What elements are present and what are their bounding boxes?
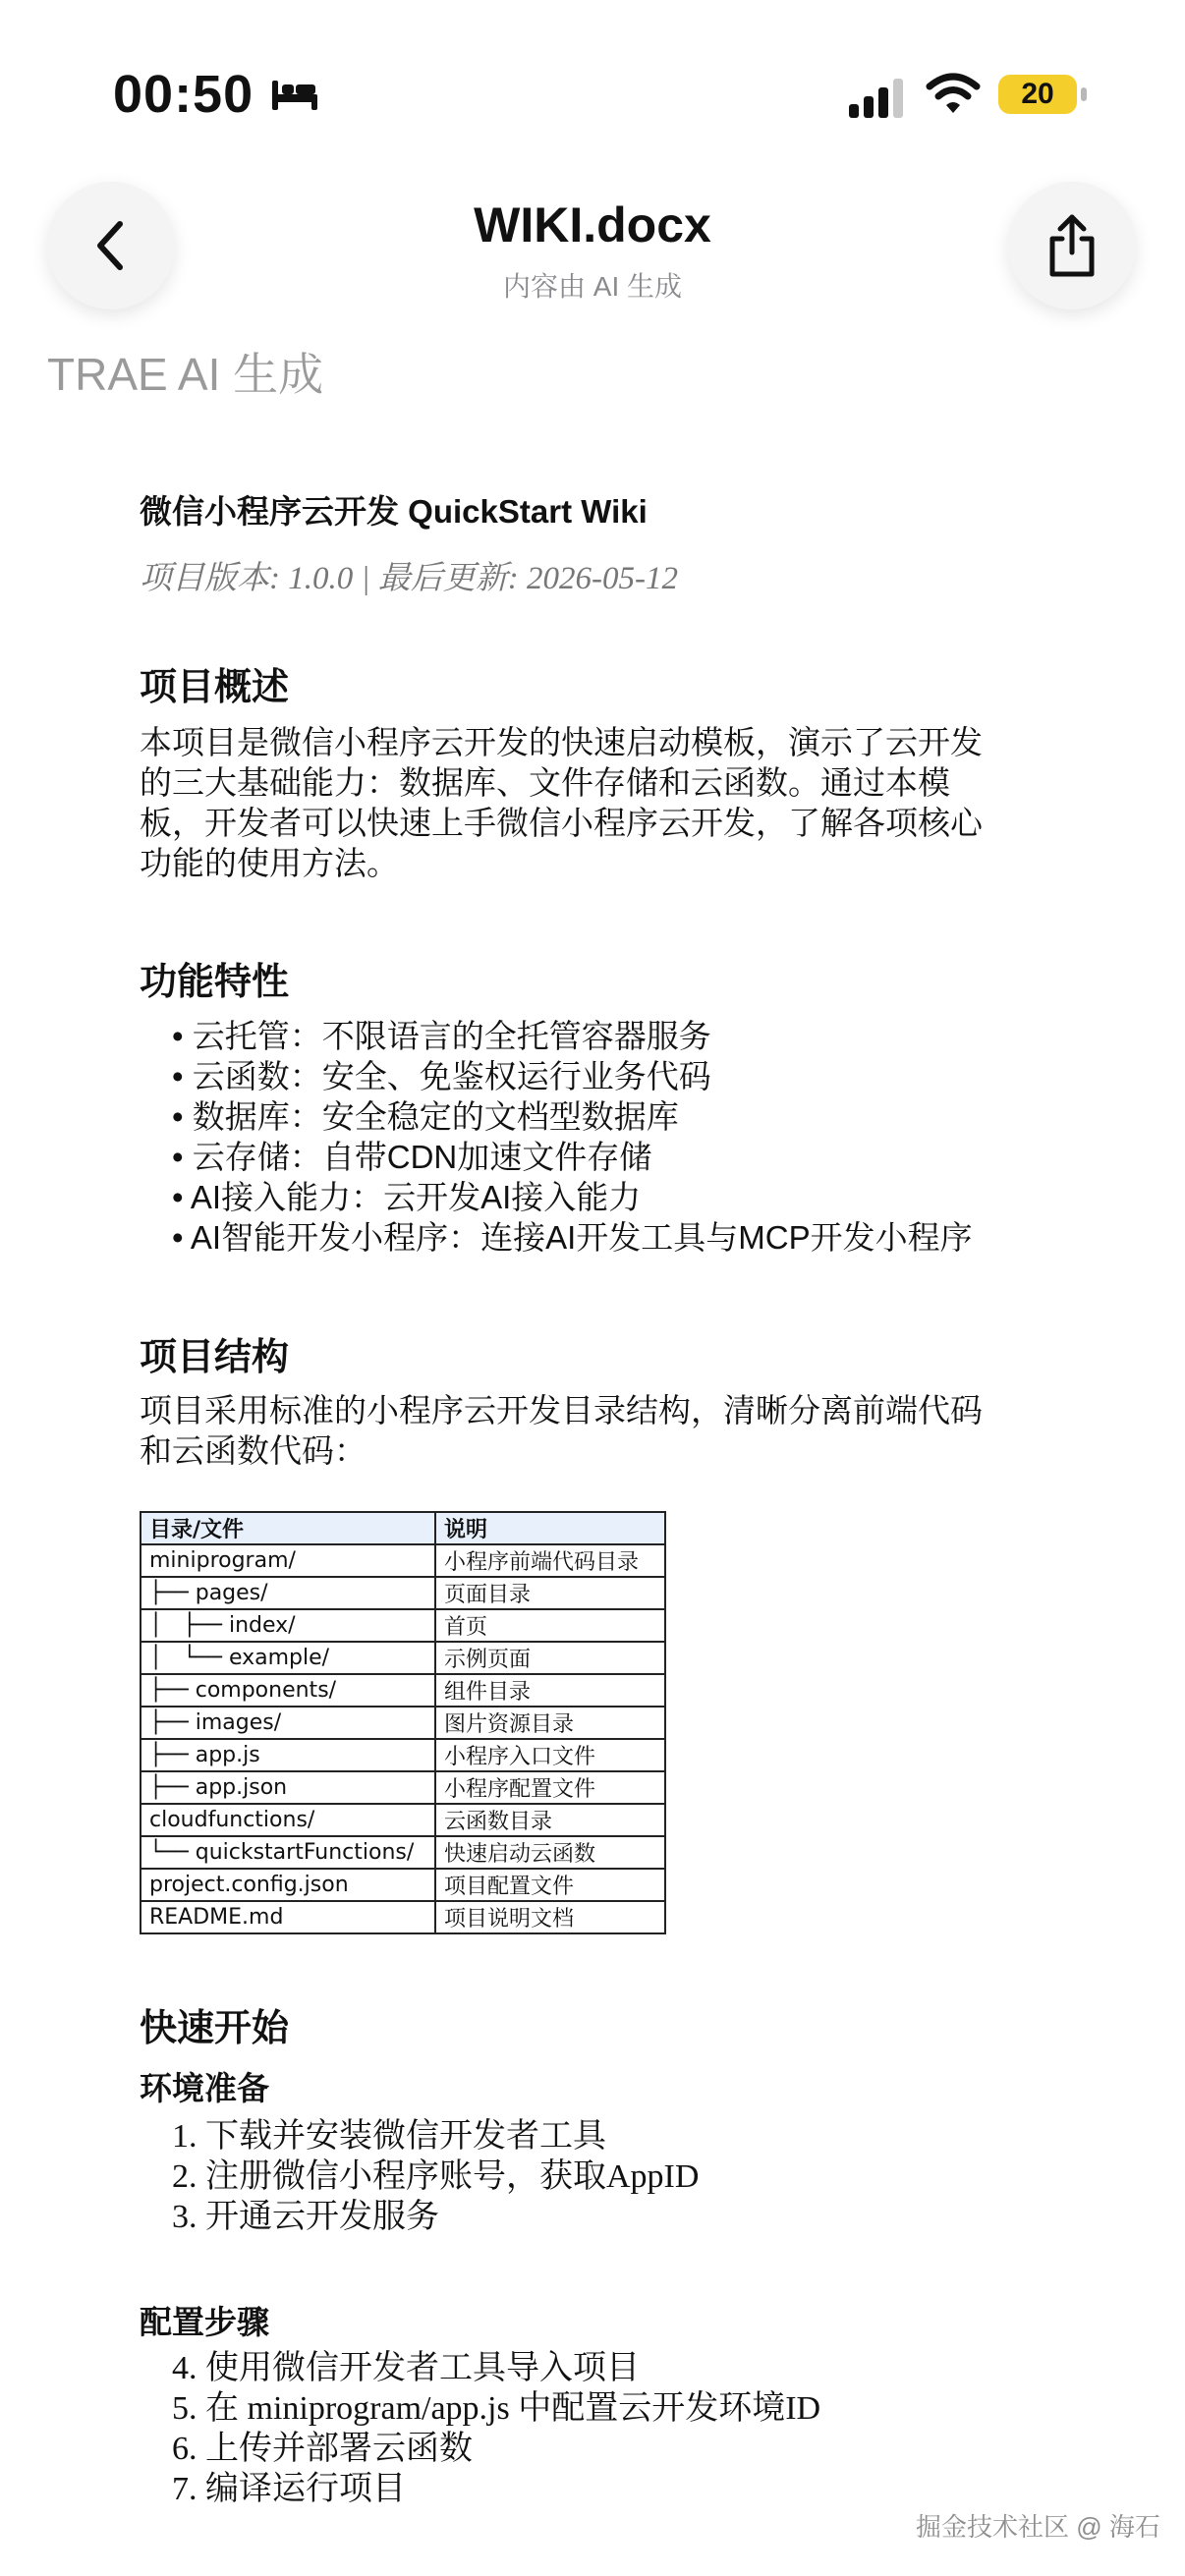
table-row: [141, 1804, 665, 1836]
table-cell-path: ├── images/: [141, 1707, 435, 1739]
table-row: [141, 1544, 665, 1577]
overview-line: 板，开发者可以快速上手微信小程序云开发，了解各项核心: [140, 805, 983, 841]
list-item: 1. 下载并安装微信开发者工具: [172, 2118, 606, 2155]
back-button[interactable]: [47, 182, 175, 309]
section-title-features: 功能特性: [140, 962, 290, 1003]
features-list: [172, 1016, 973, 1258]
table-cell-description: 组件目录: [435, 1674, 665, 1707]
section-title-quickstart: 快速开始: [140, 2008, 290, 2049]
table-cell-description: 项目说明文档: [435, 1901, 665, 1933]
table-cell-path: │ ├── index/: [141, 1609, 435, 1642]
list-item: 4. 使用微信开发者工具导入项目: [172, 2350, 640, 2386]
table-row: [141, 1577, 665, 1609]
battery-tip: [1081, 87, 1087, 101]
table-cell-description: 示例页面: [435, 1642, 665, 1674]
document-subtitle: 内容由 AI 生成: [502, 271, 682, 302]
overview-line: 的三大基础能力：数据库、文件存储和云函数。通过本模: [140, 764, 950, 801]
table-cell-path: miniprogram/: [141, 1544, 435, 1577]
battery-indicator: [998, 75, 1077, 114]
chevron-left-icon: [86, 216, 136, 275]
structure-table: [140, 1511, 666, 1934]
list-item: 2. 注册微信小程序账号，获取AppID: [172, 2158, 700, 2195]
list-item: 6. 上传并部署云函数: [172, 2431, 473, 2467]
share-icon: [1043, 211, 1101, 280]
table-cell-path: ├── pages/: [141, 1577, 435, 1609]
structure-line: 和云函数代码：: [140, 1432, 367, 1469]
table-cell-description: 项目配置文件: [435, 1869, 665, 1901]
list-item: • 云存储：自带CDN加速文件存储: [172, 1137, 973, 1177]
table-cell-path: README.md: [141, 1901, 435, 1933]
table-body: [141, 1544, 665, 1933]
doc-version-line: 项目版本: 1.0.0 | 最后更新: 2026-05-12: [140, 561, 679, 596]
table-cell-description: 小程序入口文件: [435, 1739, 665, 1771]
list-item: 7. 编译运行项目: [172, 2471, 406, 2507]
table-cell-description: 图片资源目录: [435, 1707, 665, 1739]
subsection-title-env: 环境准备: [140, 2070, 269, 2106]
table-row: [141, 1642, 665, 1674]
list-item: • AI接入能力：云开发AI接入能力: [172, 1177, 973, 1217]
footer-watermark: 掘金技术社区 @ 海石: [916, 2512, 1160, 2542]
list-item: • 云托管：不限语言的全托管容器服务: [172, 1016, 973, 1056]
table-cell-path: project.config.json: [141, 1869, 435, 1901]
table-cell-description: 小程序前端代码目录: [435, 1544, 665, 1577]
structure-line: 项目采用标准的小程序云开发目录结构，清晰分离前端代码: [140, 1392, 983, 1428]
status-bar: [0, 0, 1185, 187]
table-cell-description: 首页: [435, 1609, 665, 1642]
table-row: [141, 1707, 665, 1739]
ai-watermark: TRAE AI 生成: [47, 349, 324, 400]
table-cell-path: │ └── example/: [141, 1642, 435, 1674]
structure-paragraph: [140, 1390, 1063, 1471]
doc-heading: 微信小程序云开发 QuickStart Wiki: [140, 493, 648, 530]
table-cell-path: └── quickstartFunctions/: [141, 1836, 435, 1869]
table-row: [141, 1674, 665, 1707]
cellular-signal-icon: [849, 79, 906, 118]
table-row: [141, 1771, 665, 1804]
document-header: [0, 167, 1185, 364]
list-item: 5. 在 miniprogram/app.js 中配置云开发环境ID: [172, 2390, 821, 2427]
wifi-icon: [926, 71, 981, 116]
list-item: • AI智能开发小程序：连接AI开发工具与MCP开发小程序: [172, 1217, 973, 1258]
list-item: 3. 开通云开发服务: [172, 2199, 439, 2235]
config-steps-list: [172, 2348, 820, 2509]
table-header-cell: 说明: [435, 1512, 665, 1544]
table-row: [141, 1901, 665, 1933]
status-time: 00:50: [113, 65, 254, 124]
overview-line: 本项目是微信小程序云开发的快速启动模板，演示了云开发: [140, 724, 983, 760]
list-item: • 数据库：安全稳定的文档型数据库: [172, 1096, 973, 1137]
share-button[interactable]: [1008, 182, 1136, 309]
overview-paragraph: [140, 722, 1063, 883]
list-item: • 云函数：安全、免鉴权运行业务代码: [172, 1056, 973, 1096]
table-cell-description: 云函数目录: [435, 1804, 665, 1836]
table-header-cell: 目录/文件: [141, 1512, 435, 1544]
table-cell-path: cloudfunctions/: [141, 1804, 435, 1836]
table-row: [141, 1836, 665, 1869]
table-row: [141, 1609, 665, 1642]
table-header-row: [141, 1512, 665, 1544]
battery-level: 20: [1021, 78, 1054, 110]
table-row: [141, 1739, 665, 1771]
bed-icon: [270, 77, 319, 112]
overview-line: 功能的使用方法。: [140, 845, 399, 881]
table-cell-description: 小程序配置文件: [435, 1771, 665, 1804]
table-cell-path: ├── components/: [141, 1674, 435, 1707]
table-cell-description: 页面目录: [435, 1577, 665, 1609]
section-title-overview: 项目概述: [140, 667, 290, 708]
table-cell-path: ├── app.js: [141, 1739, 435, 1771]
subsection-title-config: 配置步骤: [140, 2304, 269, 2340]
document-title: WIKI.docx: [474, 197, 711, 252]
env-steps-list: [172, 2116, 699, 2237]
section-title-structure: 项目结构: [140, 1337, 290, 1378]
table-row: [141, 1869, 665, 1901]
table-cell-path: ├── app.json: [141, 1771, 435, 1804]
table-cell-description: 快速启动云函数: [435, 1836, 665, 1869]
